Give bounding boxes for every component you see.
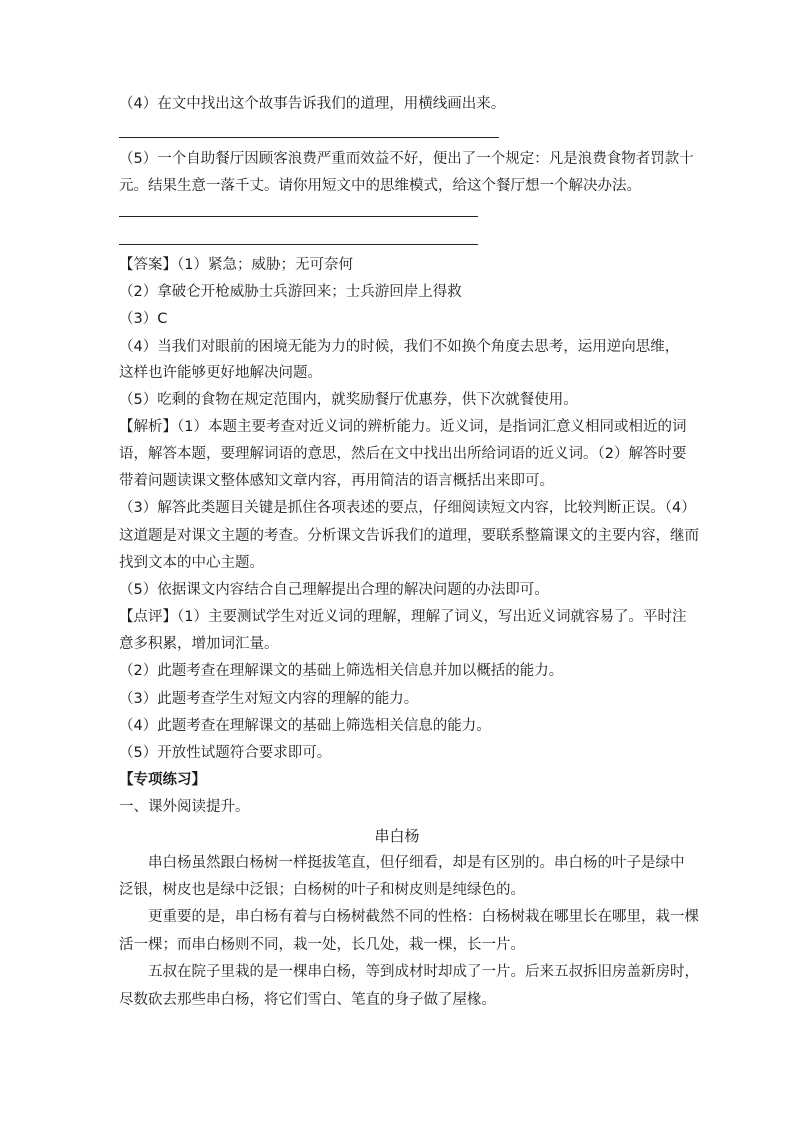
answer-blank-line [119, 137, 499, 138]
answer-line-2: （2）拿破仑开枪威胁士兵游回来；士兵游回岸上得救 [119, 284, 462, 300]
comment-line-2: 意多积累，增加词汇量。 [119, 636, 279, 652]
question-5-line-1: （5）一个自助餐厅因顾客浪费严重而效益不好，便出了一个规定：凡是浪费食物者罚款十 [119, 151, 694, 167]
story-line-2: 泛银，树皮也是绿中泛银；白杨树的叶子和树皮则是纯绿色的。 [119, 882, 525, 898]
story-title: 串白杨 [374, 827, 420, 845]
analysis-line-1: 【解析】（1）本题主要考查对近义词的辨析能力。近义词，是指词汇意义相同或相近的词 [119, 419, 687, 435]
analysis-line-7: （5）依据课文内容结合自己理解提出合理的解决问题的办法即可。 [119, 582, 549, 598]
question-5-line-2: 元。结果生意一落千丈。请你用短文中的思维模式，给这个餐厅想一个解决办法。 [119, 178, 641, 194]
answer-line-6: （5）吃剩的食物在规定范围内，就奖励餐厅优惠券，供下次就餐使用。 [119, 392, 578, 408]
comment-line-4: （3）此题考查学生对短文内容的理解的能力。 [119, 691, 419, 707]
section-intro: 一、课外阅读提升。 [119, 799, 250, 815]
analysis-line-5: 这道题是对课文主题的考查。分析课文告诉我们的道理，要联系整篇课文的主要内容，继而 [119, 528, 699, 544]
comment-line-5: （4）此题考查在理解课文的基础上筛选相关信息的能力。 [119, 718, 491, 734]
comment-line-1: 【点评】（1）主要测试学生对近义词的理解，理解了词义，写出近义词就容易了。平时注 [119, 609, 687, 625]
story-line-6: 尽数砍去那些串白杨，将它们雪白、笔直的身子做了屋椽。 [119, 992, 496, 1008]
answer-line-3: （3）C [119, 311, 168, 327]
story-line-3: 更重要的是，串白杨有着与白杨树截然不同的性格：白杨树栽在哪里长在哪里，栽一棵 [148, 909, 699, 925]
story-line-5: 五叔在院子里栽的是一棵串白杨，等到成材时却成了一片。后来五叔拆旧房盖新房时， [148, 964, 699, 980]
comment-line-6: （5）开放性试题符合要求即可。 [119, 745, 332, 761]
analysis-line-6: 找到文本的中心主题。 [119, 555, 264, 571]
story-line-4: 活一棵；而串白杨则不同，栽一处，长几处，栽一棵，长一片。 [119, 937, 525, 953]
answer-line-1: 【答案】（1）紧急；威胁；无可奈何 [119, 257, 353, 273]
answer-line-5: 这样也许能够更好地解决问题。 [119, 365, 322, 381]
analysis-line-3: 带着问题读课文整体感知文章内容，再用简洁的语言概括出来即可。 [119, 473, 554, 489]
story-line-1: 串白杨虽然跟白杨树一样挺拔笔直，但仔细看，却是有区别的。串白杨的叶子是绿中 [148, 855, 685, 871]
question-4: （4）在文中找出这个故事告诉我们的道理，用横线画出来。 [119, 96, 506, 112]
comment-line-3: （2）此题考查在理解课文的基础上筛选相关信息并加以概括的能力。 [119, 663, 564, 679]
section-heading: 【专项练习】 [119, 772, 206, 788]
answer-blank-line [119, 244, 478, 245]
analysis-line-2: 语，解答本题，要理解词语的意思，然后在文中找出出所给词语的近义词。（2）解答时要 [119, 446, 687, 462]
answer-line-4: （4）当我们对眼前的困境无能为力的时候，我们不如换个角度去思考，运用逆向思维， [119, 339, 680, 355]
answer-blank-line [119, 216, 478, 217]
analysis-line-4: （3）解答此类题目关键是抓住各项表述的要点，仔细阅读短文内容，比较判断正误。（4） [119, 500, 696, 516]
